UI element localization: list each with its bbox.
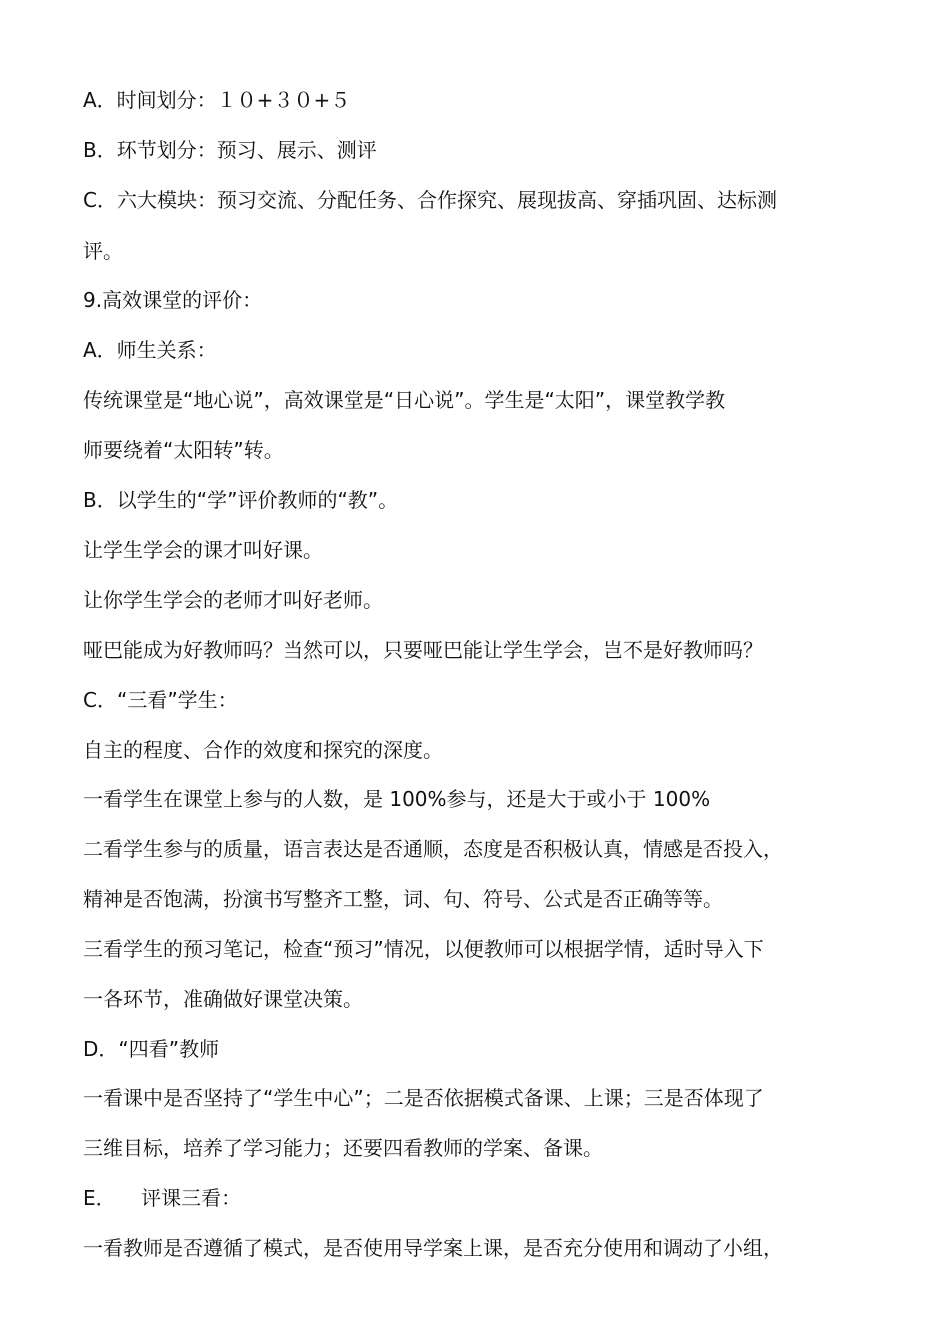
text-line: 二看学生参与的质量，语言表达是否通顺，态度是否积极认真，情感是否投入， (83, 837, 783, 861)
text-line: 三看学生的预习笔记，检查“预习”情况，以便教师可以根据学情，适时导入下 (83, 937, 764, 961)
text-line: B．以学生的“学”评价教师的“教”。 (83, 488, 399, 512)
text-line: 让学生学会的课才叫好课。 (83, 538, 323, 562)
text-line: 师要绕着“太阳转”转。 (83, 438, 284, 462)
text-line: C．六大模块：预习交流、分配任务、合作探究、展现拔高、穿插巩固、达标测 (83, 188, 777, 212)
text-line: 评。 (83, 239, 123, 263)
text-line: 精神是否饱满，扮演书写整齐工整，词、句、符号、公式是否正确等等。 (83, 887, 723, 911)
text-line: 一看教师是否遵循了模式，是否使用导学案上课，是否充分使用和调动了小组， (83, 1236, 783, 1260)
text-line: A．师生关系： (83, 338, 217, 362)
section-heading: 9.高效课堂的评价： (83, 288, 263, 312)
text-line: A．时间划分：１０+３０+５ (83, 88, 351, 112)
text-line: C．“三看”学生： (83, 688, 238, 712)
text-line: 让你学生学会的老师才叫好老师。 (83, 588, 383, 612)
text-line: B．环节划分：预习、展示、测评 (83, 138, 377, 162)
text-line: 一各环节，准确做好课堂决策。 (83, 987, 363, 1011)
text-line: 三维目标，培养了学习能力；还要四看教师的学案、备课。 (83, 1136, 603, 1160)
text-line: E． 评课三看： (83, 1186, 242, 1210)
text-line: 传统课堂是“地心说”，高效课堂是“日心说”。学生是“太阳”，课堂教学教 (83, 388, 726, 412)
text-line: 一看学生在课堂上参与的人数，是 100%参与，还是大于或小于 100% (83, 787, 711, 811)
text-line: 哑巴能成为好教师吗？当然可以，只要哑巴能让学生学会，岂不是好教师吗？ (83, 638, 763, 662)
text-line: 一看课中是否坚持了“学生中心”；二是否依据模式备课、上课；三是否体现了 (83, 1086, 764, 1110)
text-line: D．“四看”教师 (83, 1037, 220, 1061)
text-line: 自主的程度、合作的效度和探究的深度。 (83, 738, 443, 762)
